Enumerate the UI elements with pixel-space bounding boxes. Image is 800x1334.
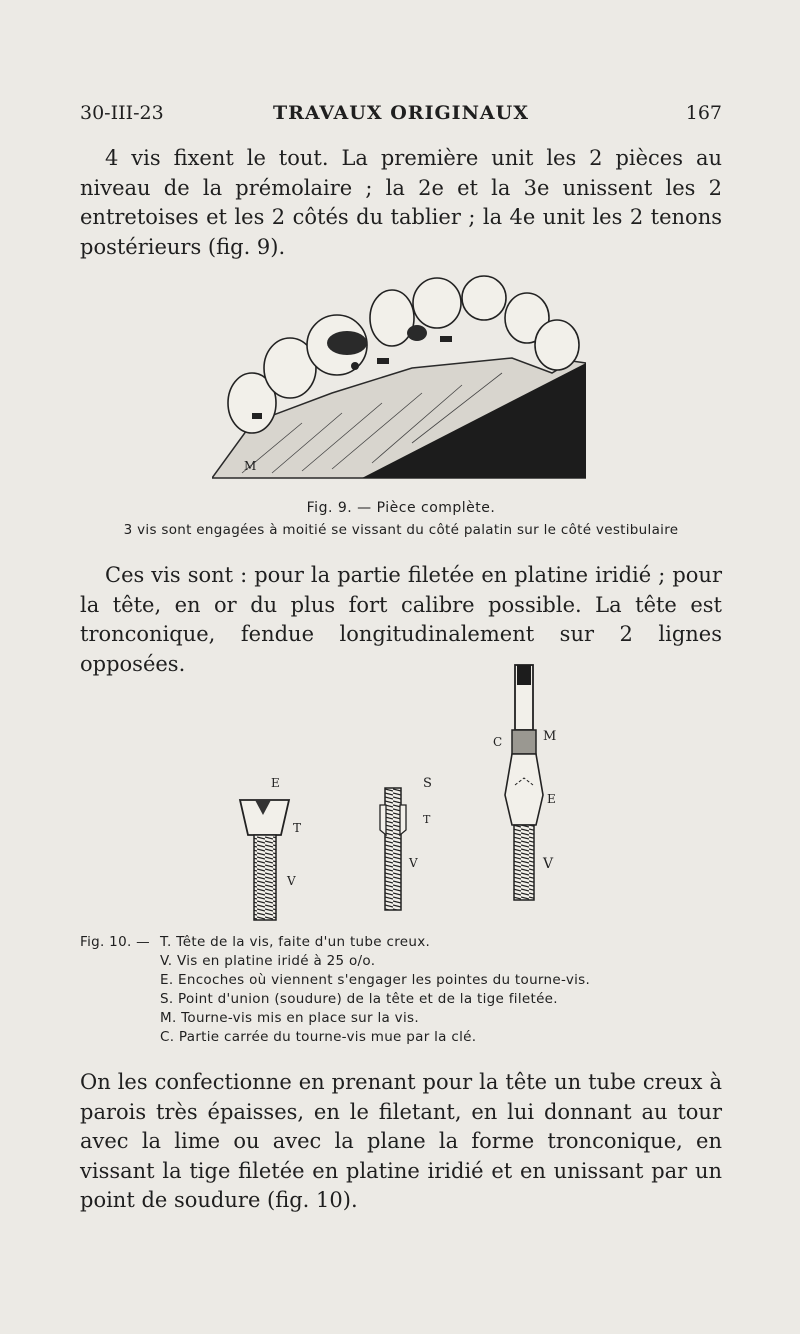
running-header	[80, 102, 722, 132]
legend-row	[80, 990, 722, 1009]
label-e1: E	[271, 776, 280, 790]
header-title: TRAVAUX ORIGINAUX	[273, 102, 529, 124]
legend-lead: Fig. 10. —	[80, 934, 150, 950]
legend-item-v: V. Vis en platine iridé à 25 o/o.	[160, 953, 376, 969]
figure-9-drawing	[212, 273, 586, 481]
legend-item-c: C. Partie carrée du tourne-vis mue par la clé.	[160, 1029, 477, 1045]
legend-row	[80, 952, 722, 971]
label-v2: V	[409, 856, 418, 870]
header-date: 30-III-23	[80, 102, 164, 124]
legend-item-s: S. Point d'union (soudure) de la tête et de la tige filetée.	[160, 991, 558, 1007]
paragraph-vis-fixent: 4 vis fixent le tout. La première unit les 2 pièces au niveau de la prémolaire ; la 2e et la 3e unissent les 2 entretoises et les 2 côtés du tablier ; la 4e unit les 2 tenons postérieurs (fig. 9).	[80, 146, 722, 259]
label-s: S	[423, 776, 432, 791]
svg-text:M: M	[244, 459, 257, 473]
figure-10-drawing	[225, 660, 585, 922]
label-v3: V	[543, 856, 554, 872]
label-m: M	[543, 729, 557, 744]
label-t1: T	[293, 821, 302, 835]
figure-9-subcaption: 3 vis sont engagées à moitié se vissant du côté palatin sur le côté vestibulaire	[123, 522, 679, 538]
figure-9-caption: Fig. 9. — Pièce complète.	[306, 500, 496, 516]
page-number: 167	[685, 102, 722, 124]
legend-row	[80, 971, 722, 990]
paragraph-on-les-confectionne: On les confectionne en prenant pour la tête un tube creux à parois très épaisses, en le filetant, en lui donnant au tour avec la lime ou avec la plane la forme tronconique, en vissant la tige filetée en platine iridié et en unissant par un point de soudure (fig. 10).	[80, 1070, 722, 1212]
label-c: C	[493, 735, 503, 749]
legend-item-e: E. Encoches où viennent s'engager les pointes du tourne-vis.	[160, 972, 591, 988]
legend-row	[80, 933, 722, 952]
paragraph-ces-vis: Ces vis sont : pour la partie filetée en platine iridié ; pour la tête, en or du plus fort calibre possible. La tête est tronconique, fendue longitudinalement sur 2 lignes opposées.	[80, 563, 722, 676]
legend-row	[80, 1028, 722, 1047]
label-v1: V	[287, 874, 296, 888]
label-t2: T	[423, 813, 431, 826]
legend-item-m: M. Tourne-vis mis en place sur la vis.	[160, 1010, 419, 1026]
legend-item-t: T. Tête de la vis, faite d'un tube creux.	[160, 934, 431, 950]
label-e3: E	[547, 792, 556, 806]
figure-10-legend	[80, 933, 722, 1047]
screw-head-drawing	[240, 776, 301, 920]
legend-row	[80, 1009, 722, 1028]
screwdriver-drawing	[493, 665, 556, 900]
screw-solder-drawing	[380, 776, 432, 910]
